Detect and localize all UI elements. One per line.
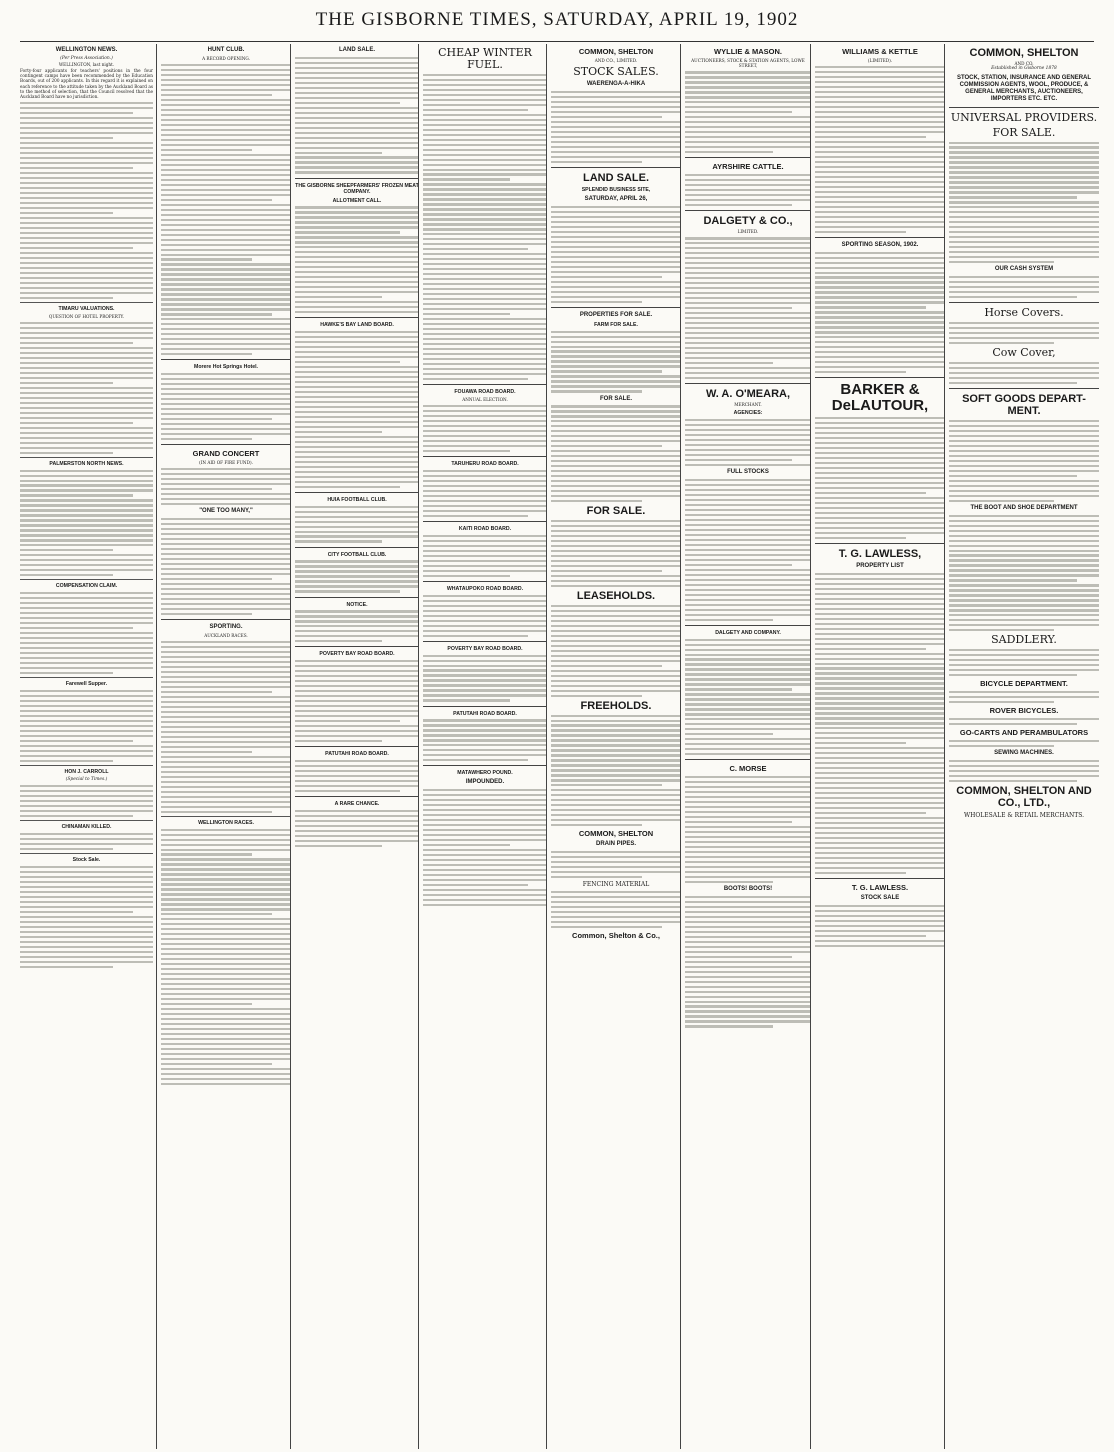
advert-text (423, 405, 547, 452)
headline-farewell: Farewell Supper. (65, 681, 108, 688)
headline-chinaman: CHINAMAN KILLED. (61, 824, 112, 831)
masthead-title: THE GISBORNE TIMES, SATURDAY, APRIL 19, 1902 (315, 9, 799, 30)
headline-common-shelton-footer: COMMON, SHELTON AND CO., LTD., (956, 785, 1092, 810)
headline-sporting-season: SPORTING SEASON, 1902. (841, 241, 919, 248)
advert-text (815, 417, 945, 539)
headline-grand-concert: GRAND CONCERT (192, 449, 260, 459)
headline-full-stocks: FULL STOCKS (727, 469, 769, 476)
headline-timaru: TIMARU VALUATIONS. (58, 305, 115, 312)
headline-properties: PROPERTIES FOR SALE. (579, 311, 653, 318)
subhead-company: AND CO., LIMITED. (594, 58, 638, 63)
headline-sewing: SEWING MACHINES. (994, 750, 1054, 757)
headline-carroll: HON J. CARROLL (64, 768, 109, 775)
article-text (20, 833, 153, 850)
advert-text (423, 655, 547, 702)
column-7 (810, 44, 945, 1449)
headline-cow-cover: Cow Cover, (992, 346, 1056, 360)
headline-morere: Morere Hot Springs Hotel. (194, 364, 258, 371)
advert-text (949, 691, 1099, 703)
advert-text (423, 470, 547, 517)
headline-for-sale: FOR SALE. (599, 395, 632, 402)
headline-dalgety: DALGETY & CO., (703, 215, 793, 228)
advert-text (295, 506, 419, 543)
advert-text (815, 66, 945, 233)
headline-land-sale-2: LAND SALE. (583, 172, 649, 185)
article-text (20, 102, 153, 299)
headline-common-shelton-3: Common, Shelton & Co., (572, 931, 660, 941)
masthead (0, 0, 1114, 40)
headline-stock-station: STOCK, STATION, INSURANCE AND GENERAL COMMISSION AGENTS, WOOL, PRODUCE, & GENERAL MERCHANTS, AUCTIONEERS, IMPORTERS ETC. ETC. (956, 74, 1092, 102)
article-text (20, 690, 153, 762)
advert-text (295, 206, 419, 313)
column-2 (156, 44, 291, 1449)
article-text (161, 64, 291, 355)
headline-leaseholds: LEASEHOLDS. (576, 590, 656, 603)
advert-text (161, 468, 291, 505)
headline-common-shelton-2: COMMON, SHELTON (578, 829, 654, 839)
headline-soft-goods: SOFT GOODS DEPART-MENT. (962, 393, 1086, 418)
headline-morse: C. MORSE (729, 764, 767, 774)
subhead-election: ANNUAL ELECTION. (462, 397, 508, 403)
subhead-williams: (LIMITED). (867, 58, 893, 63)
headline-wellington-races: WELLINGTON RACES. (198, 819, 254, 826)
headline-bicycle: BICYCLE DEPARTMENT. (980, 679, 1068, 689)
subhead-hotel: QUESTION OF HOTEL PROPERTY. (48, 313, 125, 319)
headline-common-shelton: COMMON, SHELTON (578, 47, 654, 56)
advert-text (295, 57, 419, 174)
headline-huia: HUIA FOOTBALL CLUB. (327, 496, 387, 503)
byline: (Per Press Association.) (60, 56, 113, 61)
headline-sporting: SPORTING. (209, 624, 243, 631)
article-text (20, 866, 153, 968)
headline-poverty-bay: POVERTY BAY ROAD BOARD. (319, 651, 395, 658)
advert-text (949, 515, 1099, 632)
headline-gocarts: GO-CARTS AND PERAMBULATORS (959, 728, 1089, 738)
headline-property-list: PROPERTY LIST (856, 562, 904, 569)
advert-text (295, 760, 419, 792)
headline-drain-pipes: DRAIN PIPES. (595, 841, 636, 848)
advert-text (551, 331, 681, 393)
advert-text (685, 776, 811, 883)
headline-hawkes-bay: HAWKE'S BAY LAND BOARD. (320, 322, 394, 329)
headline-patutahi: PATUTAHI ROAD BOARD. (325, 751, 389, 758)
advert-text (295, 660, 419, 742)
advert-text (949, 740, 1099, 747)
advert-text (423, 719, 547, 761)
advert-text (815, 905, 945, 947)
headline-fencing: FENCING MATERIAL (582, 881, 650, 889)
article-text (20, 592, 153, 674)
advert-text (161, 518, 291, 615)
column-4 (418, 44, 547, 1449)
headline-fouawa: FOUAWA ROAD BOARD. (454, 389, 516, 396)
headline-for-sale-2: FOR SALE. (586, 505, 646, 518)
advert-text (551, 891, 681, 928)
headline-matawhero: MATAWHERO POUND. (457, 770, 513, 777)
column-1 (20, 44, 153, 1449)
advert-text (685, 174, 811, 206)
headline-lawless: T. G. LAWLESS, (838, 547, 922, 560)
advert-text (551, 91, 681, 163)
headline-splendid: SPLENDID BUSINESS SITE, (581, 187, 651, 194)
headline-wyllie-mason: WYLLIE & MASON. (714, 47, 782, 56)
headline-freeholds: FREEHOLDS. (580, 699, 652, 712)
headline-horse-covers: Horse Covers. (984, 306, 1064, 320)
advert-text (685, 479, 811, 621)
tagline: WHOLESALE & RETAIL MERCHANTS. (963, 812, 1085, 820)
advert-text (551, 206, 681, 303)
advert-text (685, 896, 811, 1028)
subhead-auckland-races: AUCKLAND RACES. (204, 633, 248, 639)
advert-text (949, 718, 1099, 725)
article-text (20, 322, 153, 454)
headline-land-sale: LAND SALE. (339, 47, 375, 53)
advert-text (685, 639, 811, 756)
advert-text (815, 252, 945, 374)
headline-barker: BARKER & DeLAUTOUR, (831, 381, 929, 415)
dateline: WELLINGTON, last night. (58, 62, 115, 68)
advert-text (295, 331, 419, 488)
concert-title: "ONE TOO MANY," (199, 508, 253, 515)
advert-text (551, 605, 681, 697)
headline-common-shelton-8: COMMON, SHELTON (969, 47, 1079, 59)
headline-notice: NOTICE. (346, 601, 368, 608)
headline-dalgety-2: DALGETY AND COMPANY. (715, 629, 781, 636)
advert-text (685, 71, 811, 153)
column-8 (944, 44, 1099, 1449)
headline-patutahi-2: PATUTAHI ROAD BOARD. (453, 710, 517, 717)
advert-text (685, 237, 811, 379)
advert-text (423, 535, 547, 577)
headline-for-sale-8: FOR SALE. (992, 125, 1056, 139)
headline-whataupoko: WHATAUPOKO ROAD BOARD. (446, 585, 524, 592)
headline-city-football: CITY FOOTBALL CLUB. (327, 551, 387, 558)
headline-boots: BOOTS! BOOTS! (723, 886, 773, 893)
headline-williams-kettle: WILLIAMS & KETTLE (842, 47, 918, 56)
advert-text (551, 520, 681, 587)
established: Established in Gisborne 1878 (991, 66, 1057, 72)
subhead-dalgety: LIMITED. (737, 229, 759, 235)
column-6 (680, 44, 811, 1449)
headline-cash-system: OUR CASH SYSTEM (994, 266, 1054, 273)
advert-text (551, 405, 681, 502)
headline-universal: UNIVERSAL PROVIDERS. (950, 110, 1098, 124)
advert-text (295, 610, 419, 642)
headline-kaiti: KAITI ROAD BOARD. (458, 526, 512, 533)
headline-stock-sale-2: STOCK SALE (860, 895, 900, 902)
headline-allotment: ALLOTMENT CALL. (332, 197, 382, 204)
headline-cheap-fuel: CHEAP WINTER FUEL. (438, 46, 532, 71)
headline-ayrshire: AYRSHIRE CATTLE. (712, 162, 784, 172)
advert-text (423, 74, 547, 380)
article-text (161, 829, 291, 1085)
column-3 (290, 44, 419, 1449)
headline-taruheru: TARUHERU ROAD BOARD. (451, 461, 519, 468)
headline-omeara: W. A. O'MEARA, (705, 388, 791, 401)
article-text (161, 641, 291, 813)
subhead-common: AND CO. (1014, 61, 1034, 66)
headline-hunt-club: HUNT CLUB. (207, 47, 245, 53)
subhead-wyllie: AUCTIONEERS, STOCK & STATION AGENTS, LOWE STREET, (691, 58, 805, 69)
headline-poverty-bay-2: POVERTY BAY ROAD BOARD. (447, 645, 523, 652)
advert-text (423, 789, 547, 906)
advert-text (551, 715, 681, 827)
headline-compensation: COMPENSATION CLAIM. (55, 583, 118, 590)
headline-boot-shoe: THE BOOT AND SHOE DEPARTMENT (970, 504, 1078, 511)
headline-lawless-2: T. G. LAWLESS. (851, 883, 909, 893)
subhead-carroll: (Special to Times.) (65, 776, 108, 782)
article-text (20, 785, 153, 817)
headline-stock-sale: Stock Sale. (72, 857, 101, 864)
headline-waerenga: WAERENGA-A-HIKA (586, 81, 646, 88)
headline-impounded: IMPOUNDED. (465, 779, 505, 786)
subhead-grand: (IN AID OF FIRE FUND). (199, 460, 253, 466)
advert-text (295, 810, 419, 847)
headline-rover: ROVER BICYCLES. (989, 706, 1059, 716)
headline-palmerston: PALMERSTON NORTH NEWS. (49, 460, 124, 467)
advert-text (551, 851, 681, 878)
subhead-omeara: MERCHANT. (734, 402, 762, 408)
advert-text (423, 595, 547, 637)
advert-text (295, 560, 419, 592)
advert-text (685, 419, 811, 466)
headline-sheepfarmers: THE GISBORNE SHEEPFARMERS' FROZEN MEAT COMPANY. (295, 182, 419, 195)
headline-rare-chance: A RARE CHANCE. (334, 801, 380, 808)
column-5 (546, 44, 681, 1449)
article-paragraph: Forty-four applicants for teachers' positions in the four contingent camps have been recommended by the Education Boards, out of 200 applicants. In this regard it is explained on each reference to the attitude taken by the Auckland Board as to the method of selection, that the Council resolved that the Auckland Board have no jurisdiction. (20, 67, 153, 100)
headline-farm: FARM FOR SALE. (594, 321, 638, 328)
article-text (20, 470, 153, 577)
advert-text (949, 362, 1099, 384)
advert-text (949, 649, 1099, 676)
headline-wellington-news: WELLINGTON NEWS. (55, 47, 118, 53)
headline-saturday-april: SATURDAY, APRIL 26, (584, 196, 648, 203)
advert-text (949, 322, 1099, 344)
advert-text (949, 420, 1099, 502)
headline-stock-sales: STOCK SALES. (573, 65, 659, 79)
advert-text (161, 373, 291, 440)
subhead-hunt: A RECORD OPENING. (202, 56, 250, 61)
advert-text (949, 142, 1099, 264)
advert-text (949, 760, 1099, 782)
headline-agencies: AGENCIES: (733, 410, 763, 417)
advert-text (949, 276, 1099, 298)
headline-saddlery: SADDLERY. (991, 633, 1057, 647)
advert-text (815, 573, 945, 874)
